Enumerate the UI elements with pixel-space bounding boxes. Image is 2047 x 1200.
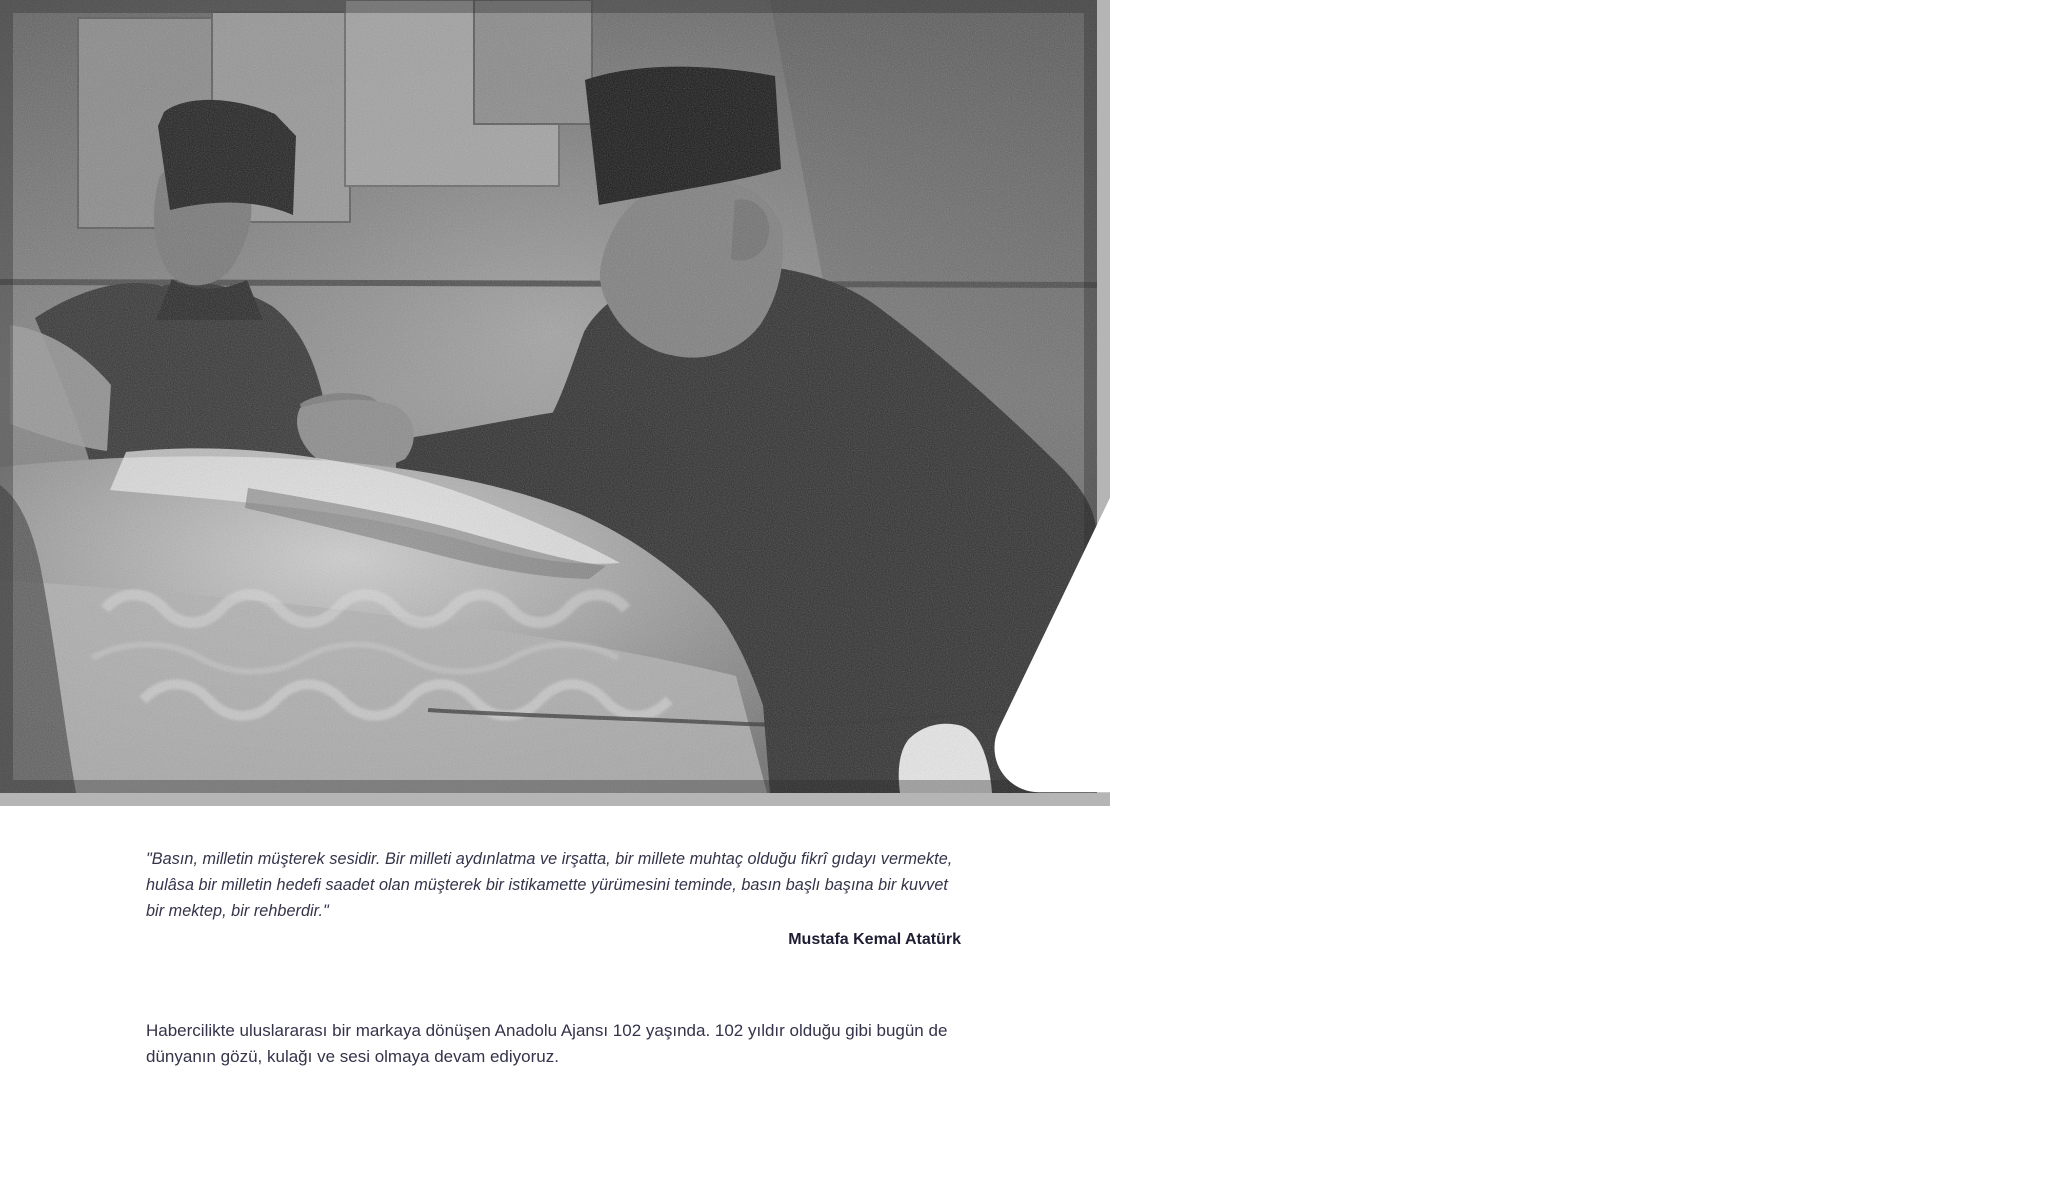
anniversary-message: Habercilikte uluslararası bir markaya dönüşen Anadolu Ajansı 102 yaşında. 102 yıldır olduğu gibi bugün de dünyanın gözü, kulağı ve sesi olmaya devam ediyoruz. <box>146 1021 948 1066</box>
aa-logo-mark-icon <box>950 40 2047 833</box>
historical-photo <box>0 0 1097 850</box>
anadolu-agency-logo-text: ANADOLU AJANSI <box>950 837 1063 850</box>
ataturk-quote: "Basın, milletin müşterek sesidir. Bir milleti aydınlatma ve irşatta, bir millete muhtaç olduğu fikrî gıdayı vermekte, hulâsa bir milletin hedefi saadet olan müşterek bir istikamette yürümesini teminde, basın başlı başına bir kuvvet bir mektep, bir rehberdir." <box>146 850 953 920</box>
photo-illustration <box>0 0 1097 793</box>
photo-grain <box>0 0 1097 793</box>
anadolu-agency-logo <box>950 40 1063 850</box>
quote-author: Mustafa Kemal Atatürk <box>788 931 961 948</box>
